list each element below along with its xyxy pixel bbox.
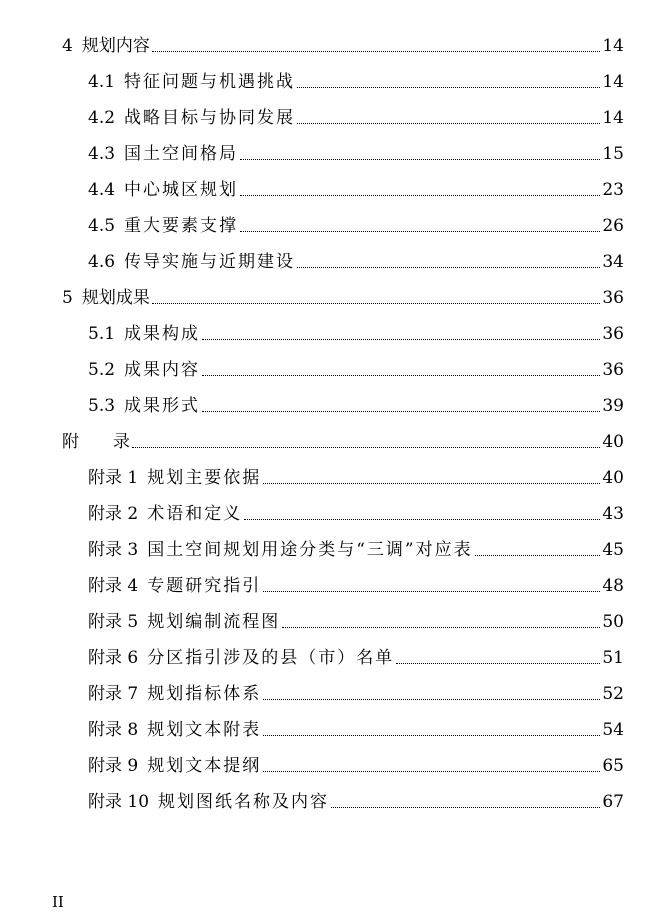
dot-leader [331,806,600,808]
toc-entry-label: 4.6 传导实施与近期建设 [88,252,296,272]
toc-entry-4-1[interactable] [88,63,624,93]
dot-leader [263,734,600,736]
dot-leader [202,338,600,340]
toc-entry-label: 附录 7 规划指标体系 [88,684,262,704]
toc-entry-label: 4.3 国土空间格局 [88,144,239,164]
toc-entry-label: 4.2 战略目标与协同发展 [88,108,296,128]
toc-entry-label: 4.5 重大要素支撑 [88,216,239,236]
toc-page-number: 67 [602,792,624,812]
toc-entry-appendix-1[interactable] [88,459,624,489]
toc-entry-appendix-7[interactable] [88,675,624,705]
toc-entry-5-1[interactable] [88,315,624,345]
dot-leader [282,626,600,628]
toc-entry-label: 附录 6 分区指引涉及的县（市）名单 [88,648,395,668]
toc-entry-4-5[interactable] [88,207,624,237]
toc-entry-appendix-3[interactable] [88,531,624,561]
toc-entry-label: 5.2 成果内容 [88,360,201,380]
toc-page-number: 40 [602,432,624,452]
toc-entry-label: 附录 8 规划文本附表 [88,720,262,740]
toc-page-number: 26 [602,216,624,236]
dot-leader [263,770,600,772]
toc-page-number: 34 [602,252,624,272]
toc-entry-appendix-10[interactable] [88,783,624,813]
toc-page-number: 51 [602,648,624,668]
dot-leader [263,698,600,700]
dot-leader [396,662,600,664]
dot-leader [240,158,600,160]
toc-page-number: 23 [602,180,624,200]
footer-page-number: II [52,893,64,911]
dot-leader [297,86,600,88]
toc-page-number: 48 [602,576,624,596]
toc-entry-4[interactable] [62,27,624,57]
toc-entry-label: 4.4 中心城区规划 [88,180,239,200]
dot-leader [132,446,600,448]
toc-entry-appendix-5[interactable] [88,603,624,633]
toc-page-number: 36 [602,360,624,380]
toc-entry-appendix-9[interactable] [88,747,624,777]
toc-page-number: 54 [602,720,624,740]
toc-entry-label: 附录 4 专题研究指引 [88,576,262,596]
dot-leader [202,374,600,376]
toc-entry-label: 4.1 特征问题与机遇挑战 [88,72,296,92]
toc-entry-4-2[interactable] [88,99,624,129]
toc-entry-appendix-2[interactable] [88,495,624,525]
dot-leader [297,266,600,268]
toc-page-number: 14 [602,72,624,92]
toc-entry-4-3[interactable] [88,135,624,165]
toc-entry-label: 5.1 成果构成 [88,324,201,344]
toc-entry-5-3[interactable] [88,387,624,417]
toc-entry-appendix-8[interactable] [88,711,624,741]
toc-page-number: 52 [602,684,624,704]
toc-entry-5-2[interactable] [88,351,624,381]
toc-page-number: 14 [602,36,624,56]
toc-entry-label: 5 规划成果 [62,288,150,308]
toc-entry-label: 附录 10 规划图纸名称及内容 [88,792,330,812]
dot-leader [152,50,601,52]
dot-leader [202,410,600,412]
toc-entry-label: 附录 9 规划文本提纲 [88,756,262,776]
toc-entry-appendix-4[interactable] [88,567,624,597]
toc-entry-4-6[interactable] [88,243,624,273]
toc-entry-4-4[interactable] [88,171,624,201]
toc-page-number: 50 [602,612,624,632]
toc-entry-label: 附录 1 规划主要依据 [88,468,262,488]
toc-entry-label: 附录 3 国土空间规划用途分类与“三调”对应表 [88,540,473,560]
toc-entry-5[interactable] [62,279,624,309]
dot-leader [297,122,600,124]
toc-entry-label: 4 规划内容 [62,36,150,56]
dot-leader [475,554,601,556]
toc-entry-appendix-6[interactable] [88,639,624,669]
toc-entry-appendix[interactable] [62,423,624,453]
dot-leader [263,482,600,484]
toc-page-number: 15 [602,144,624,164]
toc-entry-label: 附 录 [62,432,130,452]
toc-page-number: 40 [602,468,624,488]
toc-page-number: 65 [602,756,624,776]
toc-page-number: 36 [602,324,624,344]
dot-leader [240,230,600,232]
toc-entry-label: 附录 2 术语和定义 [88,504,243,524]
toc-page-number: 45 [602,540,624,560]
dot-leader [152,302,601,304]
toc-page-number: 14 [602,108,624,128]
dot-leader [240,194,600,196]
toc-entry-label: 5.3 成果形式 [88,396,201,416]
toc-entry-label: 附录 5 规划编制流程图 [88,612,281,632]
toc-page-number: 39 [602,396,624,416]
dot-leader [263,590,600,592]
dot-leader [244,518,600,520]
toc-page-number: 36 [602,288,624,308]
toc-page-number: 43 [602,504,624,524]
